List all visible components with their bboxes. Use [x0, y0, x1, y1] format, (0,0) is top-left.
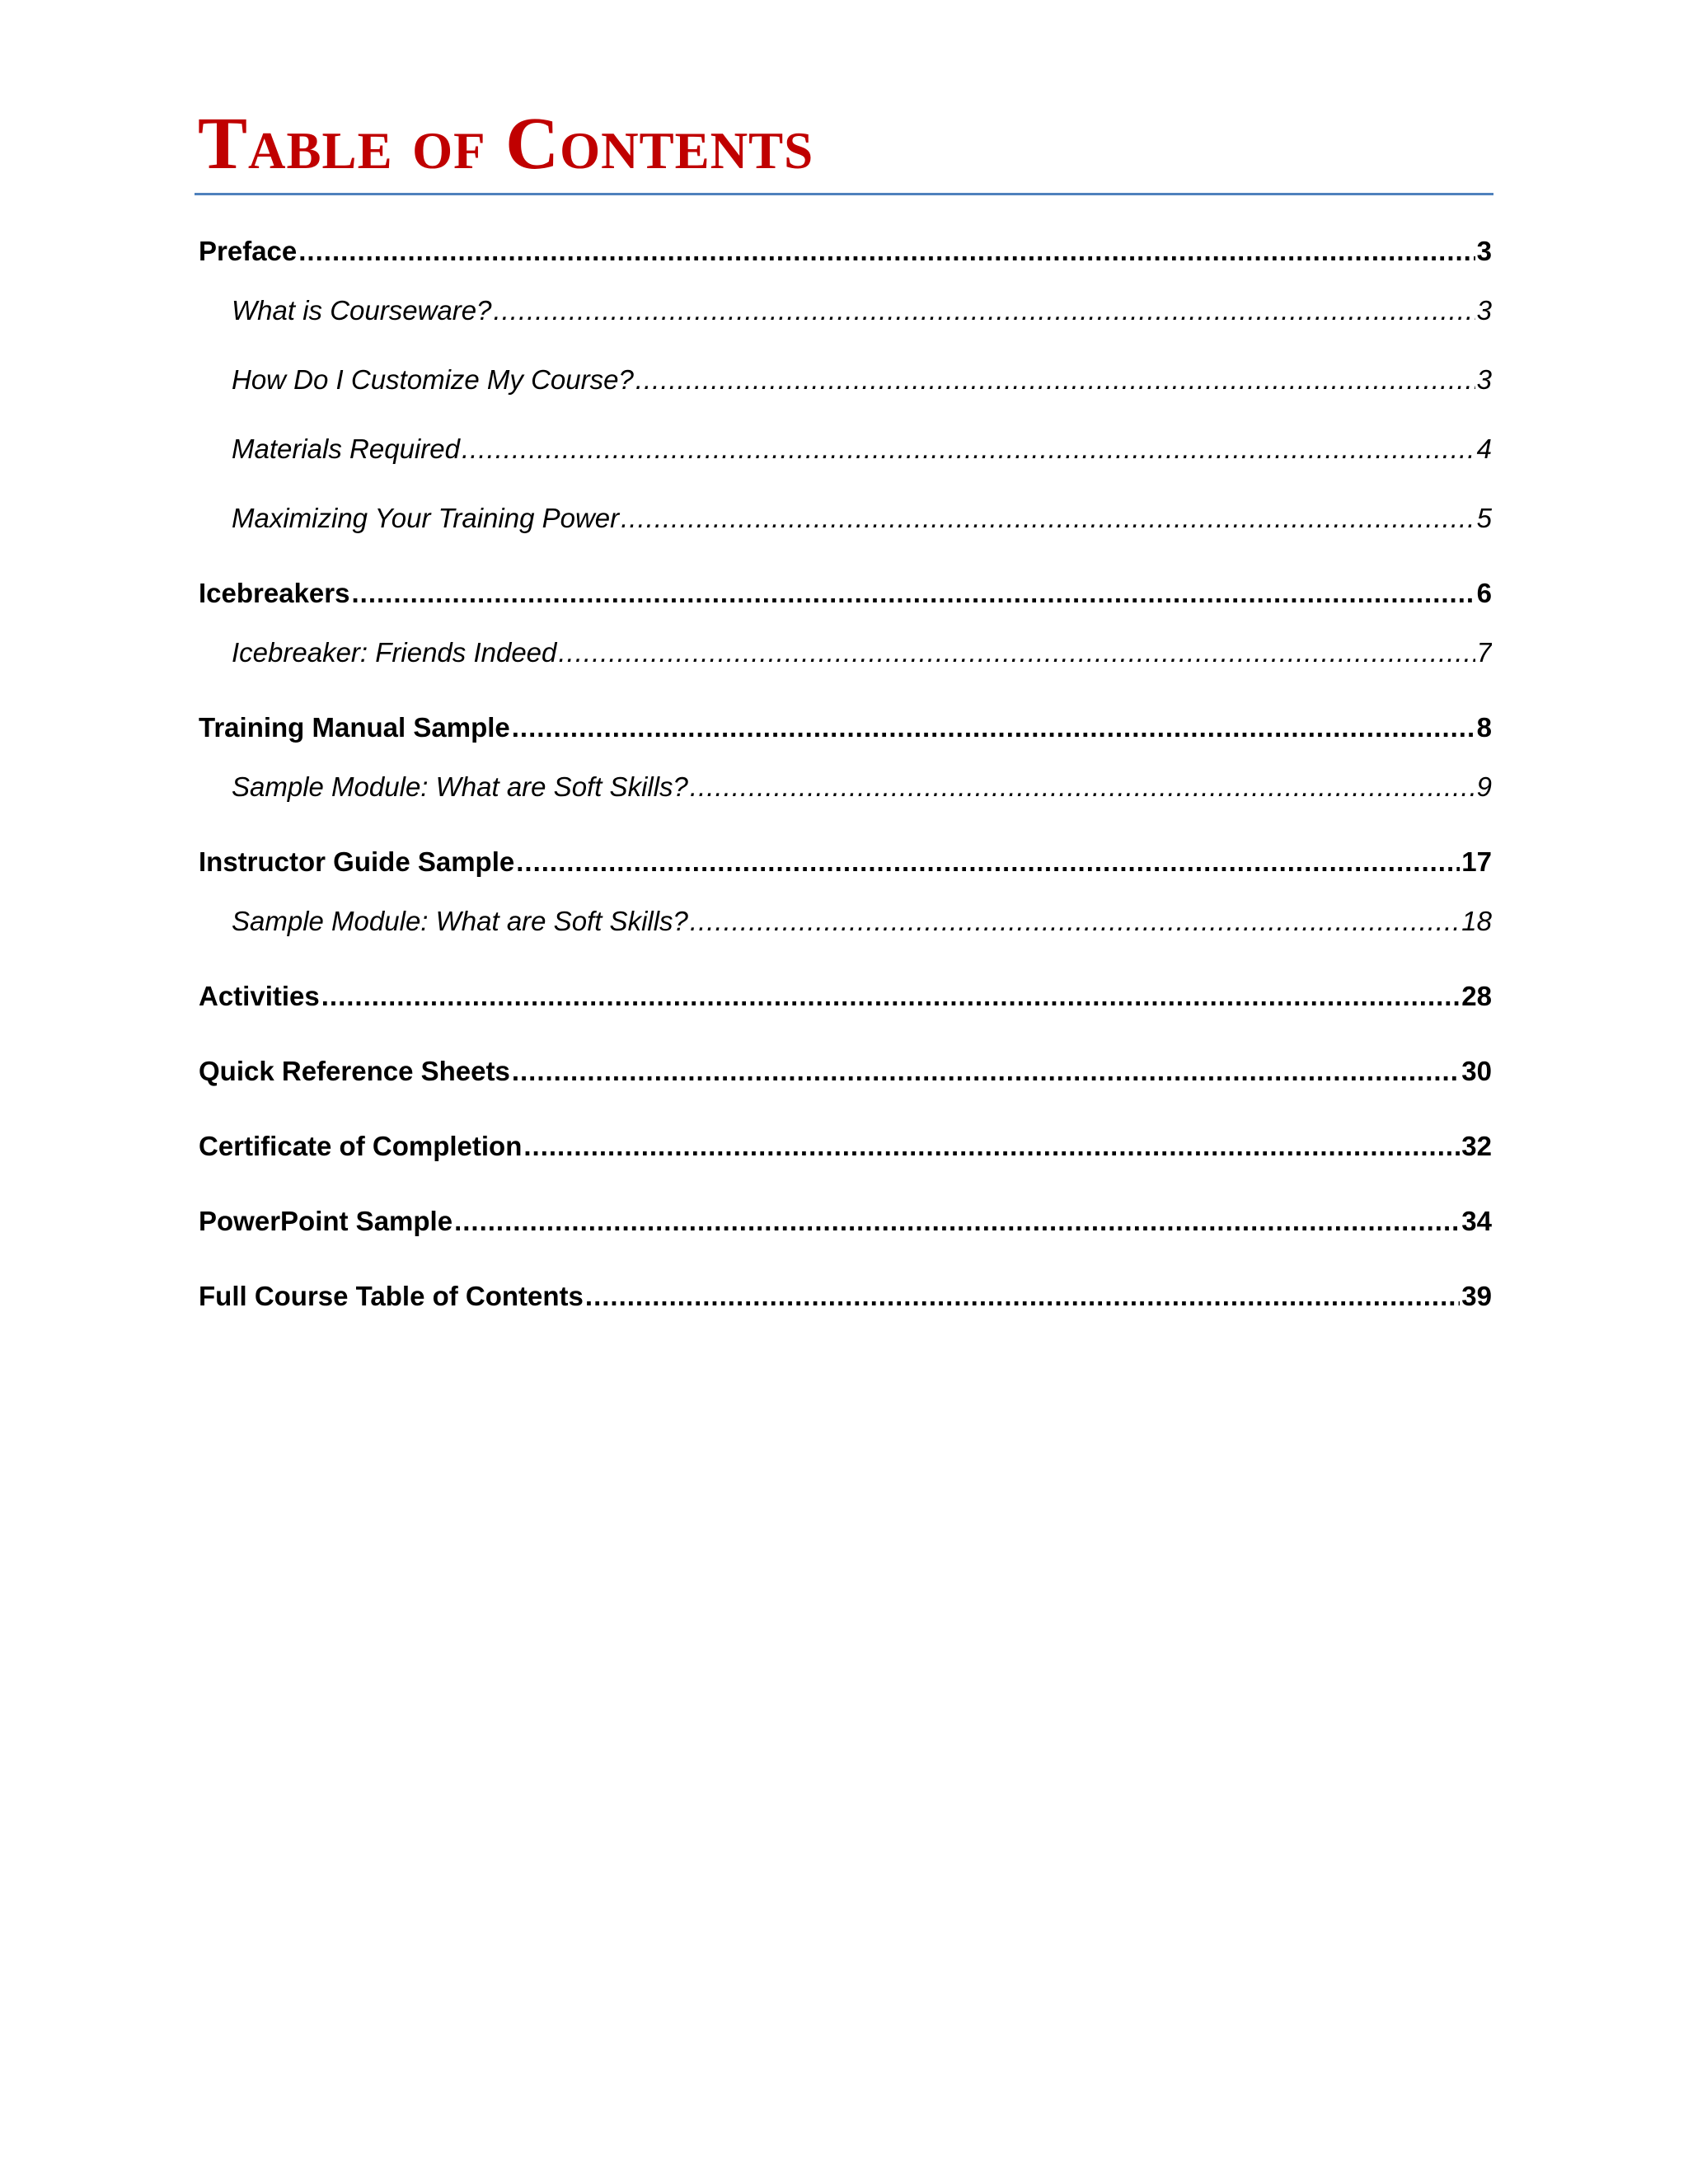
toc-page-number: 30	[1460, 1054, 1492, 1089]
toc-entry-label: Icebreaker: Friends Indeed	[232, 635, 558, 670]
toc-page-number: 17	[1460, 845, 1492, 879]
toc-page-number: 7	[1475, 635, 1492, 670]
toc-page-number: 5	[1475, 501, 1492, 536]
table-of-contents	[199, 231, 1492, 1314]
toc-page-number: 39	[1460, 1279, 1492, 1314]
toc-page-number: 28	[1460, 979, 1492, 1014]
dot-leader	[558, 635, 1475, 670]
dot-leader	[585, 1279, 1460, 1314]
toc-entry-label: Instructor Guide Sample	[199, 845, 516, 879]
dot-leader	[512, 710, 1475, 745]
toc-entry-label: Activities	[199, 979, 321, 1014]
dot-leader	[351, 576, 1475, 611]
toc-page-number: 3	[1475, 293, 1492, 328]
toc-entry-label: Sample Module: What are Soft Skills?	[232, 770, 690, 804]
toc-entry-label: Materials Required	[232, 432, 462, 466]
toc-entry-sample-module-soft-skills[interactable]	[199, 770, 1492, 804]
toc-entry-maximizing-training[interactable]	[199, 501, 1492, 536]
toc-entry-label: Quick Reference Sheets	[199, 1054, 512, 1089]
dot-leader	[512, 1054, 1460, 1089]
dot-leader	[462, 432, 1475, 466]
toc-entry-icebreakers[interactable]	[199, 576, 1492, 611]
toc-page-number: 34	[1460, 1204, 1492, 1239]
toc-entry-label: Full Course Table of Contents	[199, 1279, 585, 1314]
toc-entry-training-manual-sample[interactable]	[199, 710, 1492, 745]
toc-page-number: 3	[1475, 363, 1492, 397]
toc-page-number: 18	[1460, 904, 1492, 939]
toc-entry-label: How Do I Customize My Course?	[232, 363, 635, 397]
toc-entry-what-is-courseware[interactable]	[199, 293, 1492, 328]
toc-entry-label: Sample Module: What are Soft Skills?	[232, 904, 690, 939]
title-underline	[195, 193, 1493, 195]
toc-entry-label: Preface	[199, 234, 298, 269]
toc-entry-quick-reference-sheets[interactable]	[199, 1054, 1492, 1089]
toc-entry-label: Maximizing Your Training Power	[232, 501, 621, 536]
toc-entry-instructor-guide-sample[interactable]	[199, 845, 1492, 879]
toc-entry-friends-indeed[interactable]	[199, 635, 1492, 670]
toc-entry-label: Training Manual Sample	[199, 710, 512, 745]
toc-entry-label: What is Courseware?	[232, 293, 493, 328]
dot-leader	[321, 979, 1461, 1014]
toc-page-number: 9	[1475, 770, 1492, 804]
dot-leader	[493, 293, 1475, 328]
toc-page-number: 3	[1475, 234, 1492, 269]
toc-page-number: 32	[1460, 1129, 1492, 1164]
toc-entry-label: Certificate of Completion	[199, 1129, 523, 1164]
dot-leader	[516, 845, 1460, 879]
page-title: Table of Contents	[198, 103, 814, 185]
toc-page-number: 8	[1475, 710, 1492, 745]
toc-entry-materials-required[interactable]	[199, 432, 1492, 466]
toc-entry-certificate-of-completion[interactable]	[199, 1129, 1492, 1164]
toc-entry-label: Icebreakers	[199, 576, 351, 611]
dot-leader	[298, 234, 1475, 269]
dot-leader	[621, 501, 1475, 536]
toc-entry-full-course-toc[interactable]	[199, 1279, 1492, 1314]
toc-page-number: 4	[1475, 432, 1492, 466]
dot-leader	[454, 1204, 1460, 1239]
toc-entry-preface[interactable]	[199, 234, 1492, 269]
dot-leader	[523, 1129, 1460, 1164]
toc-entry-customize-course[interactable]	[199, 363, 1492, 397]
dot-leader	[690, 770, 1475, 804]
toc-entry-sample-module-soft-skills-2[interactable]	[199, 904, 1492, 939]
toc-page-number: 6	[1475, 576, 1492, 611]
dot-leader	[690, 904, 1460, 939]
toc-entry-powerpoint-sample[interactable]	[199, 1204, 1492, 1239]
toc-entry-activities[interactable]	[199, 979, 1492, 1014]
toc-entry-label: PowerPoint Sample	[199, 1204, 454, 1239]
dot-leader	[635, 363, 1475, 397]
